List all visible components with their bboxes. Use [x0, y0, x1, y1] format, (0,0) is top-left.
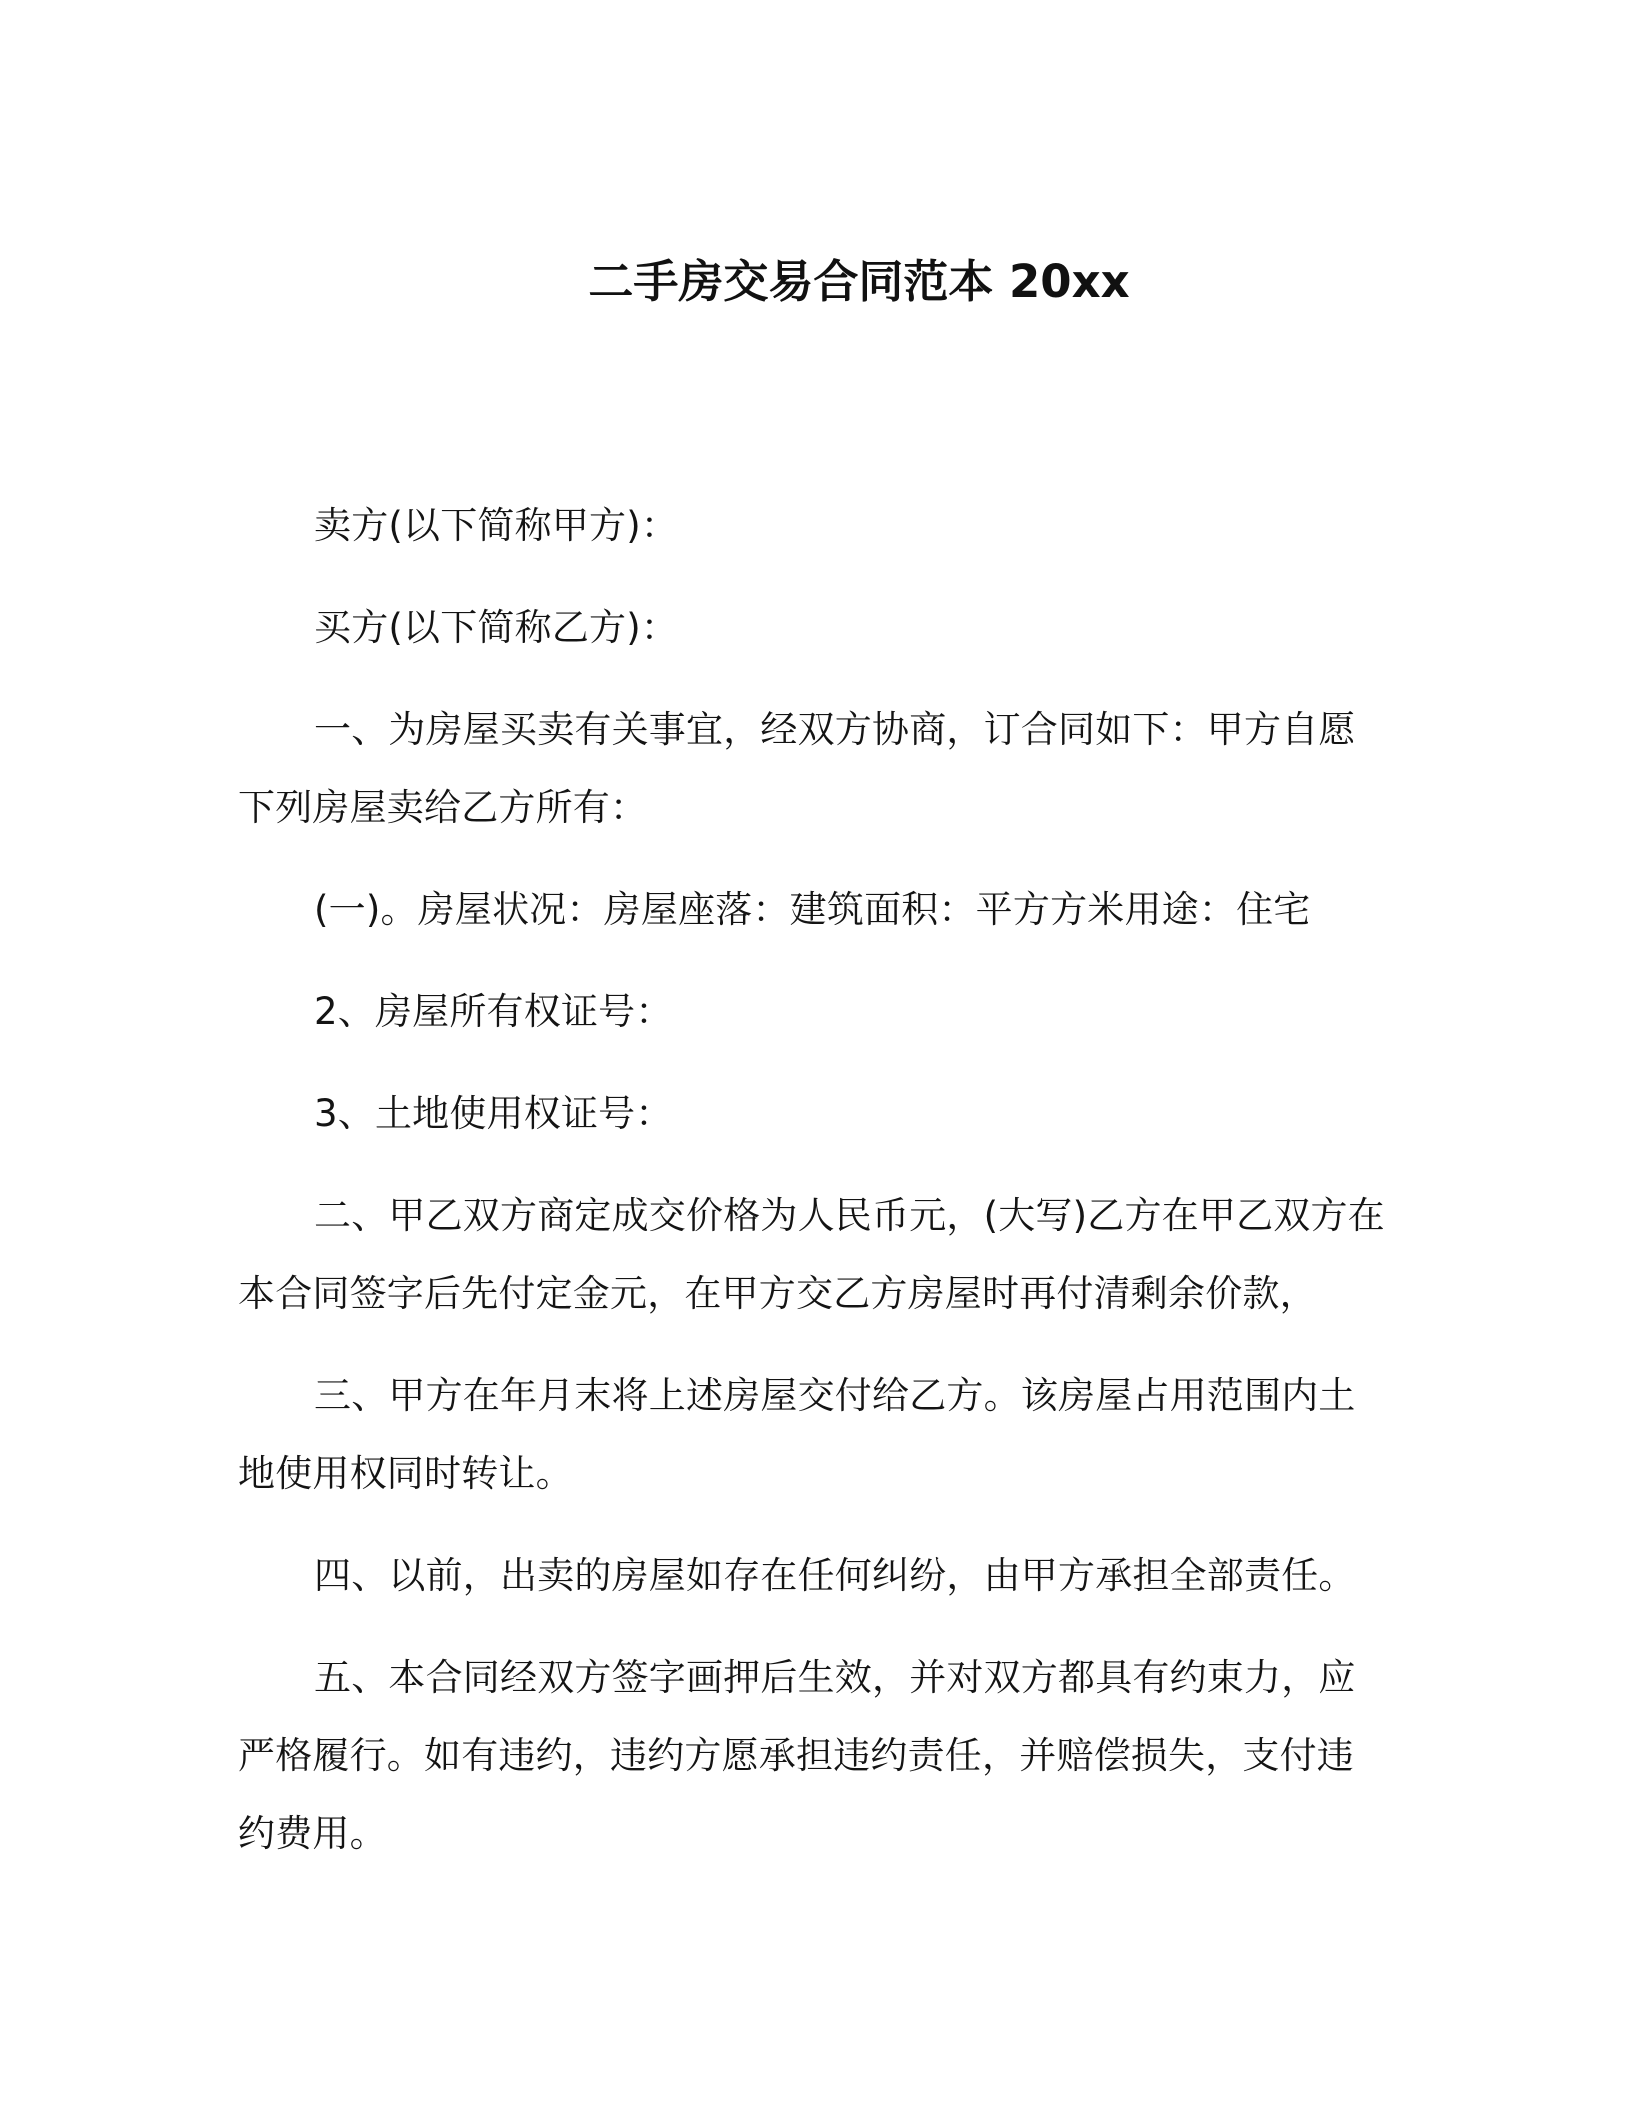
paragraph-ownership-cert	[238, 973, 1388, 1051]
paragraph-seller	[238, 487, 1388, 565]
document-body	[238, 487, 1388, 1897]
paragraph-line: 三、甲方在年月末将上述房屋交付给乙方。该房屋占用范围内土	[314, 1374, 1356, 1417]
paragraph-line: 卖方(以下简称甲方)：	[314, 504, 679, 547]
paragraph-clause-2	[238, 1177, 1388, 1333]
paragraph-land-cert	[238, 1075, 1388, 1153]
paragraph-buyer	[238, 589, 1388, 667]
paragraph-line: 一、为房屋买卖有关事宜，经双方协商，订合同如下：甲方自愿	[314, 708, 1356, 751]
paragraph-line: 四、以前，出卖的房屋如存在任何纠纷，由甲方承担全部责任。	[314, 1554, 1356, 1597]
paragraph-line: 五、本合同经双方签字画押后生效，并对双方都具有约束力，应	[314, 1656, 1356, 1699]
paragraph-clause-1	[238, 691, 1388, 847]
paragraph-line: 买方(以下简称乙方)：	[314, 606, 679, 649]
paragraph-clause-3	[238, 1357, 1388, 1513]
document-title: 二手房交易合同范本 20xx	[588, 255, 1130, 309]
paragraph-line: 2、房屋所有权证号：	[314, 990, 673, 1033]
paragraph-line: (一)。房屋状况：房屋座落：建筑面积：平方方米用途：住宅	[314, 888, 1311, 931]
paragraph-line: 3、土地使用权证号：	[314, 1092, 673, 1135]
paragraph-line: 地使用权同时转让。	[238, 1452, 573, 1495]
paragraph-line: 约费用。	[238, 1812, 387, 1855]
paragraph-line: 本合同签字后先付定金元，在甲方交乙方房屋时再付清剩余价款，	[238, 1272, 1317, 1315]
paragraph-house-status	[238, 871, 1388, 949]
paragraph-line: 下列房屋卖给乙方所有：	[238, 786, 648, 829]
paragraph-line: 严格履行。如有违约，违约方愿承担违约责任，并赔偿损失，支付违	[238, 1734, 1354, 1777]
paragraph-clause-4	[238, 1537, 1388, 1615]
paragraph-clause-5	[238, 1639, 1388, 1873]
paragraph-line: 二、甲乙双方商定成交价格为人民币元，(大写)乙方在甲乙双方在	[314, 1194, 1385, 1237]
